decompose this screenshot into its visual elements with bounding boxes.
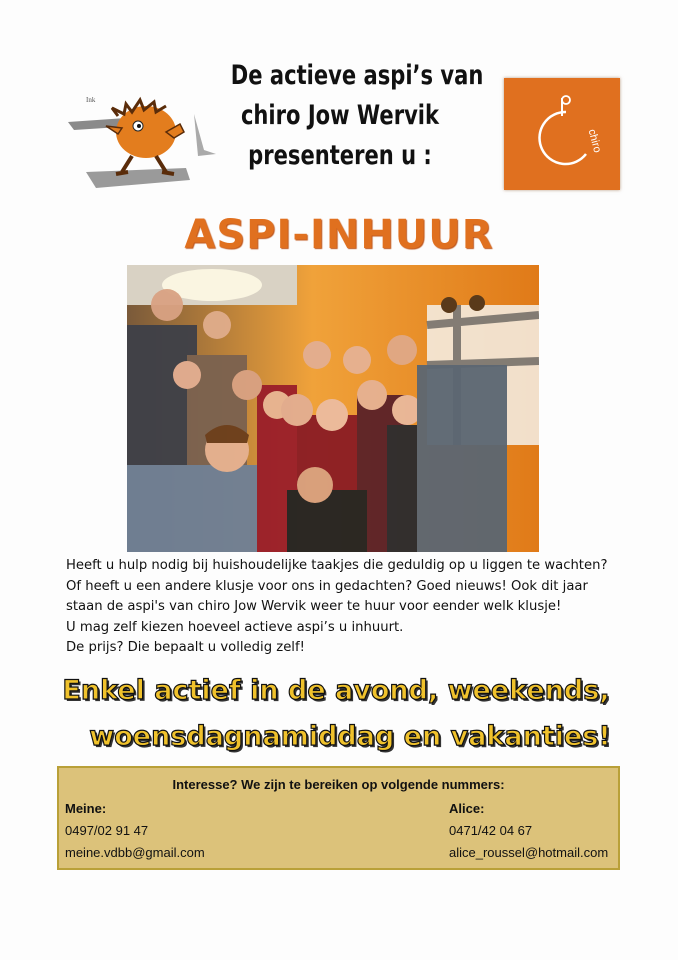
poster-title: ASPI-INHUUR — [184, 212, 494, 258]
header-text — [230, 56, 484, 176]
contact-name: Meine: — [65, 801, 107, 816]
slogan — [0, 668, 678, 760]
slogan-line-2: woensdagnamiddag en vakanties! — [89, 721, 611, 752]
contact-alice — [449, 798, 608, 864]
header-line-1: De actieve aspi’s van — [230, 60, 484, 91]
contact-phone: 0497/02 91 47 — [65, 823, 149, 838]
body-line-2: Of heeft u een andere klusje voor ons in gedachten? Goed nieuws! Ook dit jaar — [66, 578, 588, 594]
chiro-logo — [504, 78, 620, 190]
group-photo — [127, 265, 539, 552]
body-line-1: Heeft u hulp nodig bij huishoudelijke taakjes die geduldig op u liggen te wachten? — [66, 558, 608, 573]
logo-text: chiro — [585, 127, 604, 155]
contact-phone: 0471/42 04 67 — [449, 823, 533, 838]
header-line-3: presenteren u : — [248, 140, 432, 171]
contact-email: alice_roussel@hotmail.com — [449, 845, 609, 860]
contact-box — [57, 766, 620, 870]
contact-meine — [65, 798, 205, 864]
mascot-illustration — [66, 80, 226, 200]
body-line-5: De prijs? Die bepaalt u volledig zelf! — [66, 640, 305, 655]
contact-name: Alice: — [449, 801, 485, 816]
slogan-line-1: Enkel actief in de avond, weekends, — [62, 675, 610, 706]
body-text — [66, 556, 646, 659]
body-line-3: staan de aspi's van chiro Jow Wervik weer te huur voor eender welk klusje! — [66, 599, 562, 614]
contact-intro: Interesse? We zijn te bereiken op volgende nummers: — [172, 777, 505, 792]
body-line-4: U mag zelf kiezen hoeveel actieve aspi’s u inhuurt. — [66, 619, 404, 635]
header-line-2: chiro Jow Wervik — [240, 100, 440, 131]
contact-email: meine.vdbb@gmail.com — [65, 845, 205, 860]
svg-text:Ink: Ink — [86, 96, 96, 104]
